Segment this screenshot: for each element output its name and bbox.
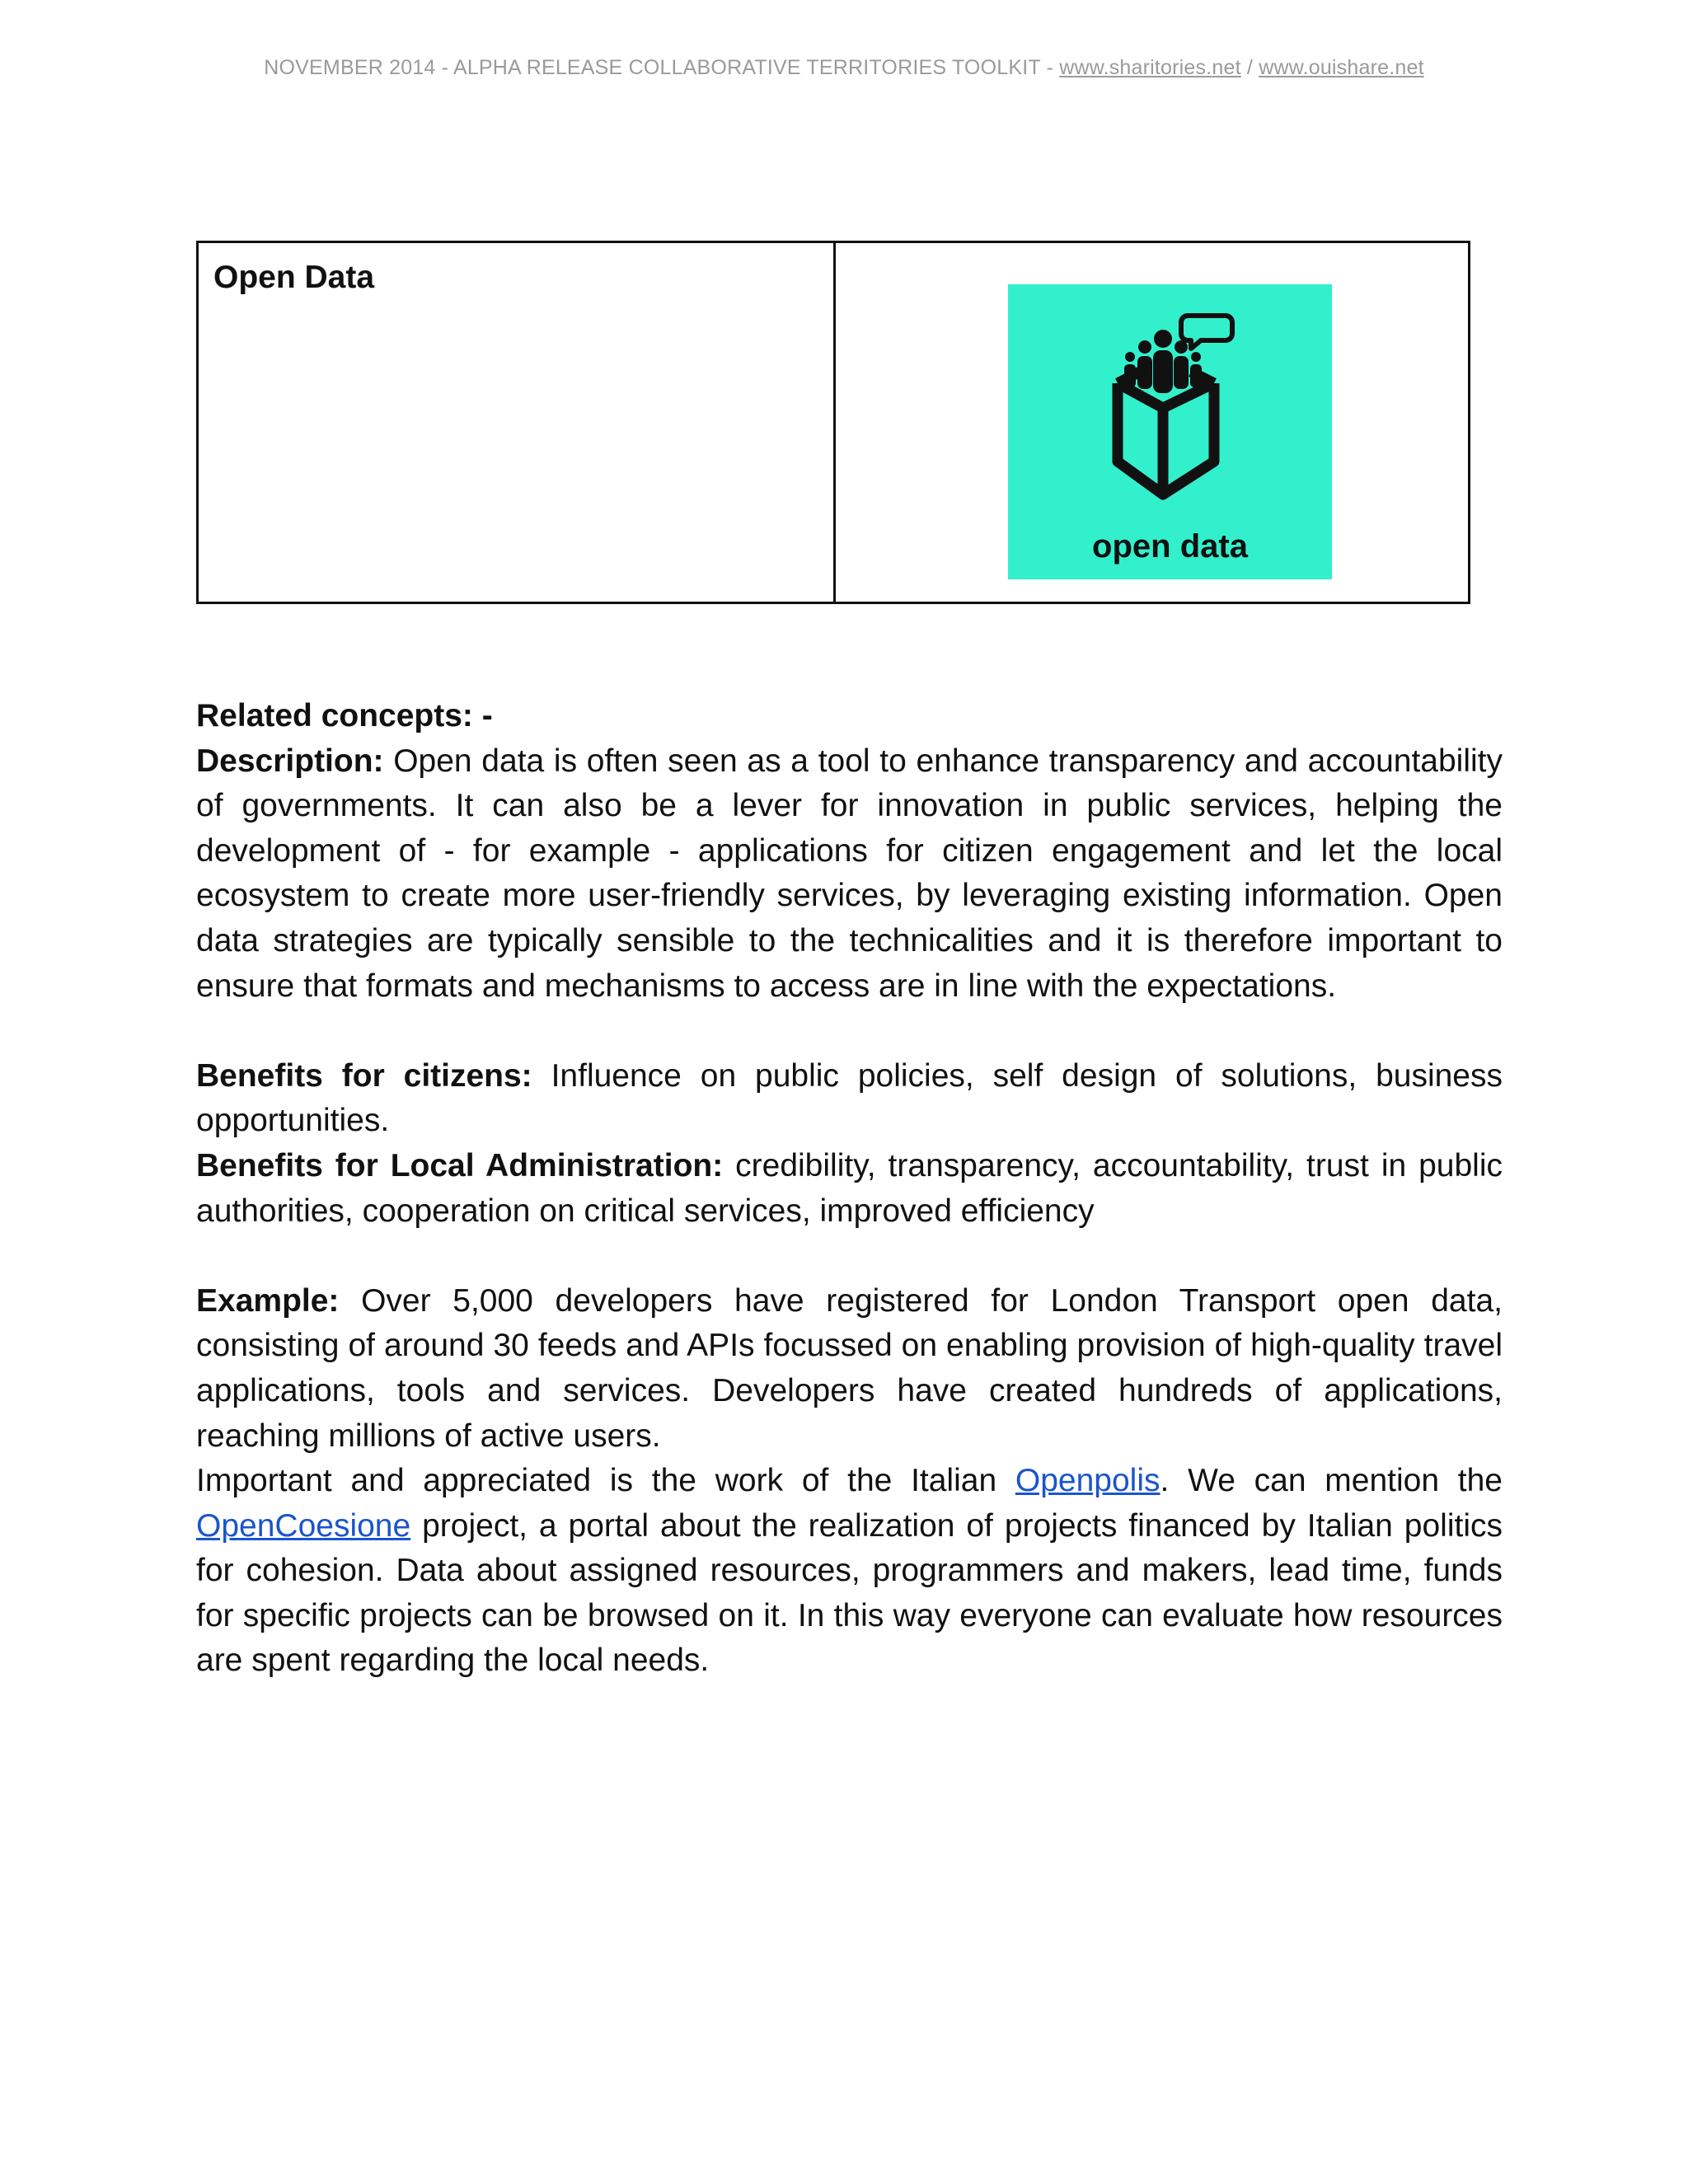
logo-cell (836, 243, 1468, 602)
important-text-2: . We can mention the (1160, 1463, 1503, 1499)
benefits-admin-text: credibility, transparency, accountability, trust in public authorities, cooperation on critical services, improved efficiency (196, 1147, 1503, 1229)
speech-bubble-icon (1181, 316, 1232, 349)
description-label: Description: (196, 743, 384, 779)
benefits-admin-label: Benefits for Local Administration: (196, 1147, 724, 1183)
opencoesione-link[interactable]: OpenCoesione (196, 1507, 411, 1544)
related-value: - (472, 698, 493, 733)
header-prefix: NOVEMBER 2014 - ALPHA RELEASE COLLABORATIVE TERRITORIES TOOLKIT - (264, 56, 1060, 79)
sharitories-link[interactable]: www.sharitories.net (1059, 56, 1241, 79)
important-paragraph (196, 1459, 1503, 1684)
description-paragraph (196, 739, 1503, 1010)
example-paragraph (196, 1279, 1503, 1459)
page-header (0, 56, 1688, 80)
important-text-3: project, a portal about the realization of projects financed by Italian politics for cohesion. Data about assigned resources, programmers and makers, lead time, funds for specific projects can be browsed on it. In this way everyone can evaluate how resources are spent regarding the local needs. (196, 1507, 1503, 1679)
logo-caption: open data (1092, 528, 1248, 565)
title-table (196, 241, 1470, 604)
spacer (196, 1009, 1503, 1054)
header-separator: / (1240, 56, 1259, 79)
openpolis-link[interactable]: Openpolis (1015, 1463, 1160, 1499)
card-title: Open Data (213, 260, 375, 295)
benefits-citizens-label: Benefits for citizens: (196, 1057, 532, 1094)
open-data-logo (1008, 284, 1332, 579)
title-cell (199, 243, 836, 602)
benefits-citizens-text: Influence on public policies, self design of solutions, business opportunities. (196, 1057, 1503, 1139)
related-label: Related concepts: (196, 698, 473, 733)
important-text-1: Important and appreciated is the work of the Italian (196, 1463, 1015, 1499)
content-body (196, 694, 1503, 1684)
example-text: Over 5,000 developers have registered for London Transport open data, consisting of around 30 feeds and APIs focussed on enabling provision of high-quality travel applications, tools and services. Developers have created hundreds of applications, reaching millions of active users. (196, 1282, 1503, 1454)
benefits-citizens-paragraph (196, 1054, 1503, 1144)
benefits-admin-paragraph (196, 1144, 1503, 1234)
spacer (196, 1234, 1503, 1279)
related-concepts (196, 694, 1503, 739)
ouishare-link[interactable]: www.ouishare.net (1259, 56, 1424, 79)
example-label: Example: (196, 1282, 340, 1319)
description-text: Open data is often seen as a tool to enhance transparency and accountability of governments. It can also be a lever for innovation in public services, helping the development of - for example - applications for citizen engagement and let the local ecosystem to create more user-friendly services, by leveraging existing information. Open data strategies are typically sensible to the technicalities and it is therefore important to ensure that formats and mechanisms to access are in line with the expectations. (196, 743, 1503, 1004)
